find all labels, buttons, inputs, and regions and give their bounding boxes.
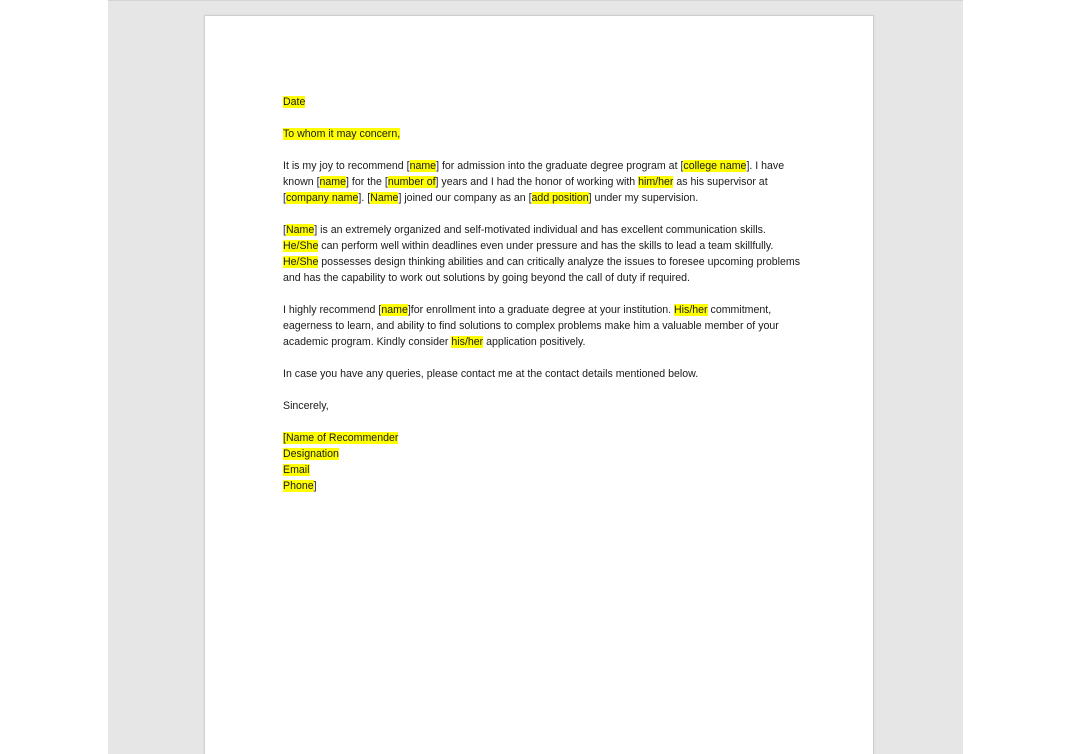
text: can perform well within deadlines even under pressure and has the skills to lead a team skillfully. xyxy=(318,240,774,252)
signature-name-line xyxy=(283,430,803,446)
date-line xyxy=(283,94,803,110)
document-viewer[interactable] xyxy=(108,0,963,754)
text: commitment, eagerness to learn, and ability to find solutions to complex problems make him a valuable member of your academic program. Kindly consider xyxy=(283,304,779,348)
placeholder-him-her: him/her xyxy=(638,176,674,188)
salutation: To whom it may concern, xyxy=(283,128,401,140)
text: ] under my supervision. xyxy=(588,192,699,204)
signature-email-line xyxy=(283,462,803,478)
placeholder-his-her: His/her xyxy=(674,304,708,316)
text: It is my joy to recommend [ xyxy=(283,160,410,172)
date-placeholder: Date xyxy=(283,96,306,108)
closing-line: Sincerely, xyxy=(283,400,329,412)
text: possesses design thinking abilities and can critically analyze the issues to foresee upcoming problems and has the capability to work out solutions by going beyond the call of duty if required. xyxy=(283,256,801,284)
salutation-line xyxy=(283,126,803,142)
placeholder-name: Name xyxy=(370,192,399,204)
document-page[interactable] xyxy=(204,15,874,754)
text: ] is an extremely organized and self-motivated individual and has excellent communication skills. xyxy=(314,224,766,236)
text: ] for admission into the graduate degree program at [ xyxy=(436,160,684,172)
text: ]for enrollment into a graduate degree at your institution. xyxy=(407,304,675,316)
placeholder-college-name: college name xyxy=(683,160,747,172)
placeholder-name: Name xyxy=(285,224,315,236)
placeholder-company-name: company name xyxy=(285,192,359,204)
placeholder-email: Email xyxy=(283,464,310,476)
paragraph-contact: In case you have any queries, please contact me at the contact details mentioned below. xyxy=(283,368,699,380)
signature-block xyxy=(283,430,803,494)
placeholder-he-she: He/She xyxy=(283,240,319,252)
placeholder-name: name xyxy=(381,304,408,316)
letter-body xyxy=(283,94,803,494)
placeholder-phone: Phone xyxy=(283,480,314,492)
paragraph-qualities xyxy=(283,222,803,286)
placeholder-his-her: his/her xyxy=(451,336,484,348)
signature-phone-line xyxy=(283,478,803,494)
placeholder-number-of: number of xyxy=(387,176,436,188)
placeholder-add-position: add position xyxy=(531,192,589,204)
text: ] joined our company as an [ xyxy=(398,192,532,204)
text: ] for the [ xyxy=(346,176,388,188)
text: ]. I have known [ xyxy=(283,160,785,188)
text: [ xyxy=(283,224,286,236)
text: ] years and I had the honor of working with xyxy=(435,176,639,188)
closing-bracket: ] xyxy=(313,480,317,492)
paragraph-introduction xyxy=(283,158,803,206)
text: application positively. xyxy=(483,336,586,348)
text: ]. [ xyxy=(358,192,371,204)
text: as his supervisor at [ xyxy=(283,176,768,204)
text: I highly recommend [ xyxy=(283,304,382,316)
signature-designation-line xyxy=(283,446,803,462)
placeholder-recommender-name: [Name of Recommender xyxy=(283,432,399,444)
placeholder-name: name xyxy=(319,176,347,188)
placeholder-name: name xyxy=(409,160,437,172)
placeholder-he-she: He/She xyxy=(283,256,319,268)
placeholder-designation: Designation xyxy=(283,448,339,460)
paragraph-recommendation xyxy=(283,302,803,350)
